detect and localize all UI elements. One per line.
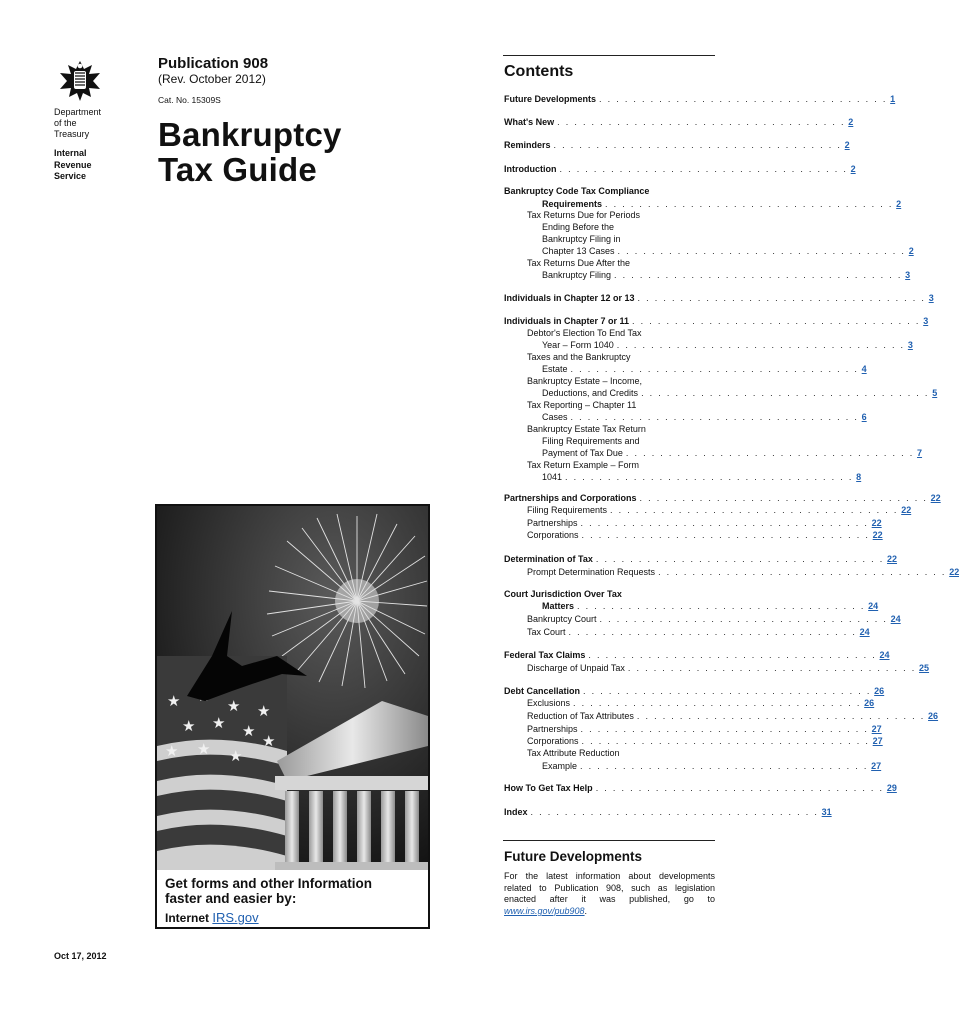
toc-entry-label: Partnerships xyxy=(527,518,578,528)
toc-entry[interactable] xyxy=(504,293,934,304)
toc-entry-label: Bankruptcy Estate Tax Return xyxy=(527,424,646,434)
toc-leader-dots: . . . . . . . . . . . . . . . . . . . . . . . . . . . . . . . . . . xyxy=(568,627,857,637)
toc-leader-dots: . . . . . . . . . . . . . . . . . . . . . . . . . . . . . . . . . . xyxy=(588,650,877,660)
toc-entry-label: Federal Tax Claims xyxy=(504,650,586,660)
toc-entry xyxy=(504,258,715,269)
toc-page-link[interactable]: 22 xyxy=(887,554,898,564)
toc-entry xyxy=(504,748,715,759)
toc-entry[interactable] xyxy=(504,505,912,516)
toc-entry[interactable] xyxy=(504,614,901,625)
toc-leader-dots: . . . . . . . . . . . . . . . . . . . . . . . . . . . . . . . . . . xyxy=(581,736,870,746)
toc-entry[interactable] xyxy=(504,412,867,423)
toc-entry-label: Requirements xyxy=(542,199,603,209)
toc-page-link[interactable]: 26 xyxy=(928,711,939,721)
toc-page-link[interactable]: 5 xyxy=(932,388,938,398)
toc-entry-label: Prompt Determination Requests xyxy=(527,567,656,577)
toc-page-link[interactable]: 3 xyxy=(905,270,911,280)
toc-entry[interactable] xyxy=(504,493,941,504)
toc-entry xyxy=(504,328,715,339)
toc-entry-label: Corporations xyxy=(527,736,579,746)
toc-leader-dots: . . . . . . . . . . . . . . . . . . . . . . . . . . . . . . . . . . xyxy=(570,364,859,374)
toc-leader-dots: . . . . . . . . . . . . . . . . . . . . . . . . . . . . . . . . . . xyxy=(573,698,862,708)
toc-page-link[interactable]: 1 xyxy=(890,94,896,104)
toc-page-link[interactable]: 2 xyxy=(850,164,856,174)
toc-entry xyxy=(504,210,715,221)
cover-internet-line xyxy=(165,910,259,925)
toc-entry xyxy=(504,436,715,447)
toc-entry[interactable] xyxy=(504,140,850,151)
toc-entry-label: Ending Before the xyxy=(542,222,615,232)
toc-page-link[interactable]: 6 xyxy=(861,412,867,422)
toc-leader-dots: . . . . . . . . . . . . . . . . . . . . . . . . . . . . . . . . . . xyxy=(627,663,917,673)
toc-entry[interactable] xyxy=(504,783,897,794)
toc-leader-dots: . . . . . . . . . . . . . . . . . . . . . . . . . . . . . . . . . . xyxy=(557,117,846,127)
toc-entry-label: Tax Returns Due for Periods xyxy=(527,210,641,220)
toc-entry-label: Exclusions xyxy=(527,698,571,708)
toc-page-link[interactable]: 3 xyxy=(907,340,913,350)
toc-leader-dots: . . . . . . . . . . . . . . . . . . . . . . . . . . . . . . . . . . xyxy=(580,724,869,734)
contents-top-rule xyxy=(503,55,715,56)
toc-entry xyxy=(504,589,715,600)
internal-revenue-service: Internal Revenue Service xyxy=(54,148,92,181)
toc-leader-dots: . . . . . . . . . . . . . . . . . . . . . . . . . . . . . . . . . . xyxy=(577,601,866,611)
toc-entry-label: Estate xyxy=(542,364,568,374)
toc-leader-dots: . . . . . . . . . . . . . . . . . . . . . . . . . . . . . . . . . . xyxy=(565,472,854,482)
toc-page-link[interactable]: 3 xyxy=(928,293,934,303)
toc-entry-label: Debtor's Election To End Tax xyxy=(527,328,642,338)
toc-entry-label: Tax Reporting – Chapter 11 xyxy=(527,400,637,410)
toc-entry[interactable] xyxy=(504,364,867,375)
toc-entry[interactable] xyxy=(504,94,896,105)
toc-entry-label: Bankruptcy Court xyxy=(527,614,597,624)
toc-leader-dots: . . . . . . . . . . . . . . . . . . . . . . . . . . . . . . . . . . xyxy=(595,783,884,793)
toc-page-link[interactable]: 27 xyxy=(871,724,882,734)
svg-text:★: ★ xyxy=(167,692,181,710)
svg-text:★: ★ xyxy=(197,740,211,758)
toc-entry xyxy=(504,352,715,363)
toc-leader-dots: . . . . . . . . . . . . . . . . . . . . . . . . . . . . . . . . . . xyxy=(559,164,848,174)
toc-entry-label: Debt Cancellation xyxy=(504,686,581,696)
irs-gov-link[interactable]: IRS.gov xyxy=(212,910,259,925)
toc-leader-dots: . . . . . . . . . . . . . . . . . . . . . . . . . . . . . . . . . . xyxy=(581,530,870,540)
toc-page-link[interactable]: 22 xyxy=(930,493,941,503)
toc-entry-label: Reduction of Tax Attributes xyxy=(527,711,634,721)
toc-page-link[interactable]: 26 xyxy=(864,698,875,708)
toc-leader-dots: . . . . . . . . . . . . . . . . . . . . . . . . . . . . . . . . . . xyxy=(580,518,869,528)
toc-leader-dots: . . . . . . . . . . . . . . . . . . . . . . . . . . . . . . . . . . xyxy=(605,199,894,209)
toc-entry[interactable] xyxy=(504,199,902,210)
toc-leader-dots: . . . . . . . . . . . . . . . . . . . . . . . . . . . . . . . . . . xyxy=(530,807,819,817)
toc-leader-dots: . . . . . . . . . . . . . . . . . . . . . . . . . . . . . . . . . . xyxy=(614,270,903,280)
toc-leader-dots: . . . . . . . . . . . . . . . . . . . . . . . . . . . . . . . . . . xyxy=(610,505,899,515)
toc-page-link[interactable]: 7 xyxy=(917,448,923,458)
toc-leader-dots: . . . . . . . . . . . . . . . . . . . . . . . . . . . . . . . . . . xyxy=(617,246,906,256)
toc-entry-label: Individuals in Chapter 12 or 13 xyxy=(504,293,635,303)
toc-entry[interactable] xyxy=(504,711,939,722)
toc-page-link[interactable]: 22 xyxy=(872,530,883,540)
toc-page-link[interactable]: 26 xyxy=(874,686,885,696)
toc-entry-label: Year – Form 1040 xyxy=(542,340,614,350)
future-developments-heading: Future Developments xyxy=(504,849,643,864)
toc-entry[interactable] xyxy=(504,724,882,735)
toc-entry-label: Corporations xyxy=(527,530,579,540)
toc-entry-label: Tax Returns Due After the xyxy=(527,258,631,268)
toc-page-link[interactable]: 24 xyxy=(859,627,870,637)
toc-entry xyxy=(504,222,715,233)
toc-leader-dots: . . . . . . . . . . . . . . . . . . . . . . . . . . . . . . . . . . xyxy=(658,567,947,577)
toc-page-link[interactable]: 2 xyxy=(844,140,850,150)
toc-entry[interactable] xyxy=(504,601,879,612)
cover-illustration xyxy=(157,506,428,870)
toc-entry-label: Introduction xyxy=(504,164,557,174)
future-dev-rule xyxy=(503,840,715,841)
toc-page-link[interactable]: 2 xyxy=(848,117,854,127)
toc-entry-label: Individuals in Chapter 7 or 11 xyxy=(504,316,630,326)
toc-leader-dots: . . . . . . . . . . . . . . . . . . . . . . . . . . . . . . . . . . xyxy=(632,316,921,326)
department-of-treasury: Department of the Treasury xyxy=(54,107,102,139)
toc-entry-label: Chapter 13 Cases xyxy=(542,246,615,256)
toc-entry[interactable] xyxy=(504,340,913,351)
toc-page-link[interactable]: 2 xyxy=(908,246,914,256)
toc-page-link[interactable]: 2 xyxy=(896,199,902,209)
toc-page-link[interactable]: 25 xyxy=(919,663,930,673)
toc-page-link[interactable]: 22 xyxy=(949,567,959,577)
toc-leader-dots: . . . . . . . . . . . . . . . . . . . . . . . . . . . . . . . . . . xyxy=(616,340,905,350)
toc-entry-label: Bankruptcy Filing xyxy=(542,270,612,280)
toc-leader-dots: . . . . . . . . . . . . . . . . . . . . . . . . . . . . . . . . . . xyxy=(583,686,872,696)
toc-page-link[interactable]: 24 xyxy=(879,650,890,660)
toc-entry-label: Bankruptcy Code Tax Compliance xyxy=(504,186,650,196)
toc-entry-label: Partnerships and Corporations xyxy=(504,493,637,503)
toc-page-link[interactable]: 27 xyxy=(872,736,883,746)
svg-text:★: ★ xyxy=(262,732,276,750)
toc-entry[interactable] xyxy=(504,663,930,674)
toc-entry-label: Tax Return Example – Form xyxy=(527,460,640,470)
toc-entry-label: What's New xyxy=(504,117,555,127)
toc-entry-label: Discharge of Unpaid Tax xyxy=(527,663,625,673)
toc-leader-dots: . . . . . . . . . . . . . . . . . . . . . . . . . . . . . . . . . . xyxy=(637,293,926,303)
toc-entry[interactable] xyxy=(504,518,882,529)
contents-heading: Contents xyxy=(504,63,574,80)
toc-leader-dots: . . . . . . . . . . . . . . . . . . . . . . . . . . . . . . . . . . xyxy=(599,94,888,104)
toc-entry[interactable] xyxy=(504,270,911,281)
toc-entry[interactable] xyxy=(504,164,856,175)
toc-entry xyxy=(504,376,715,387)
toc-entry[interactable] xyxy=(504,567,959,578)
toc-entry-label: Filing Requirements and xyxy=(542,436,640,446)
toc-leader-dots: . . . . . . . . . . . . . . . . . . . . . . . . . . . . . . . . . . xyxy=(639,493,928,503)
document-title: Bankruptcy Tax Guide xyxy=(158,116,342,188)
toc-page-link[interactable]: 8 xyxy=(856,472,862,482)
cover-promo-text: Get forms and other Information faster and easier by: xyxy=(165,876,373,906)
toc-page-link[interactable]: 22 xyxy=(871,518,882,528)
toc-page-link[interactable]: 24 xyxy=(868,601,879,611)
toc-entry-label: Partnerships xyxy=(527,724,578,734)
publication-number: Publication 908 xyxy=(158,55,269,72)
catalog-number: Cat. No. 15309S xyxy=(158,95,221,105)
toc-entry[interactable] xyxy=(504,246,914,257)
svg-text:★: ★ xyxy=(165,742,179,760)
toc-entry[interactable] xyxy=(504,686,885,697)
toc-leader-dots: . . . . . . . . . . . . . . . . . . . . . . . . . . . . . . . . . . xyxy=(595,554,884,564)
svg-text:★: ★ xyxy=(227,697,241,715)
toc-entry[interactable] xyxy=(504,761,882,772)
toc-entry-label: Deductions, and Credits xyxy=(542,388,639,398)
toc-leader-dots: . . . . . . . . . . . . . . . . . . . . . . . . . . . . . . . . . . xyxy=(636,711,926,721)
toc-entry-label: Filing Requirements xyxy=(527,505,608,515)
future-developments-body: For the latest information about developments related to Publication 908, such as legislation enacted after it was published, go to www.irs.gov/pub908. xyxy=(504,871,715,917)
toc-leader-dots: . . . . . . . . . . . . . . . . . . . . . . . . . . . . . . . . . . xyxy=(599,614,888,624)
toc-entry[interactable] xyxy=(504,530,883,541)
toc-leader-dots: . . . . . . . . . . . . . . . . . . . . . . . . . . . . . . . . . . xyxy=(570,412,859,422)
toc-entry-label: How To Get Tax Help xyxy=(504,783,593,793)
toc-entry-label: Cases xyxy=(542,412,568,422)
toc-entry-label: Bankruptcy Filing in xyxy=(542,234,621,244)
pub908-link[interactable]: www.irs.gov/pub908 xyxy=(504,906,585,917)
toc-entry xyxy=(504,400,715,411)
toc-entry-label: Tax Court xyxy=(527,627,566,637)
publication-revision: (Rev. October 2012) xyxy=(158,72,266,86)
toc-entry[interactable] xyxy=(504,117,854,128)
toc-entry-label: Payment of Tax Due xyxy=(542,448,623,458)
toc-entry[interactable] xyxy=(504,736,883,747)
toc-entry[interactable] xyxy=(504,650,890,661)
cover-image-box xyxy=(155,504,430,929)
toc-entry-label: Taxes and the Bankruptcy xyxy=(527,352,631,362)
toc-page-link[interactable]: 29 xyxy=(886,783,897,793)
toc-entry-label: Example xyxy=(542,761,578,771)
svg-text:★: ★ xyxy=(257,702,271,720)
svg-text:★: ★ xyxy=(212,714,226,732)
toc-page-link[interactable]: 4 xyxy=(861,364,867,374)
toc-leader-dots: . . . . . . . . . . . . . . . . . . . . . . . . . . . . . . . . . . xyxy=(641,388,930,398)
toc-entry xyxy=(504,186,715,197)
toc-entry[interactable] xyxy=(504,448,923,459)
svg-text:★: ★ xyxy=(229,747,243,765)
toc-entry-label: Future Developments xyxy=(504,94,597,104)
toc-leader-dots: . . . . . . . . . . . . . . . . . . . . . . . . . . . . . . . . . . xyxy=(580,761,869,771)
toc-entry[interactable] xyxy=(504,807,832,818)
toc-page-link[interactable]: 24 xyxy=(890,614,901,624)
toc-page-link[interactable]: 22 xyxy=(901,505,912,515)
toc-entry-label: Determination of Tax xyxy=(504,554,593,564)
toc-entry[interactable] xyxy=(504,554,898,565)
toc-entry-label: Index xyxy=(504,807,528,817)
toc-entry-label: Court Jurisdiction Over Tax xyxy=(504,589,622,599)
toc-entry-label: 1041 xyxy=(542,472,563,482)
toc-entry xyxy=(504,424,715,435)
irs-eagle-seal-icon xyxy=(54,57,106,105)
toc-entry[interactable] xyxy=(504,388,938,399)
toc-entry xyxy=(504,234,715,245)
toc-page-link[interactable]: 27 xyxy=(871,761,882,771)
toc-entry-label: Bankruptcy Estate – Income, xyxy=(527,376,643,386)
toc-entry-label: Reminders xyxy=(504,140,551,150)
toc-entry[interactable] xyxy=(504,472,862,483)
toc-page-link[interactable]: 31 xyxy=(821,807,832,817)
toc-entry[interactable] xyxy=(504,316,929,327)
toc-entry[interactable] xyxy=(504,627,870,638)
publication-date: Oct 17, 2012 xyxy=(54,951,107,961)
toc-leader-dots: . . . . . . . . . . . . . . . . . . . . . . . . . . . . . . . . . . xyxy=(625,448,915,458)
toc-entry xyxy=(504,460,715,471)
svg-text:★: ★ xyxy=(182,717,196,735)
toc-entry[interactable] xyxy=(504,698,875,709)
internet-label: Internet xyxy=(165,911,210,925)
toc-page-link[interactable]: 3 xyxy=(923,316,929,326)
svg-text:★: ★ xyxy=(242,722,256,740)
toc-leader-dots: . . . . . . . . . . . . . . . . . . . . . . . . . . . . . . . . . . xyxy=(553,140,842,150)
toc-entry-label: Tax Attribute Reduction xyxy=(527,748,620,758)
toc-entry-label: Matters xyxy=(542,601,575,611)
